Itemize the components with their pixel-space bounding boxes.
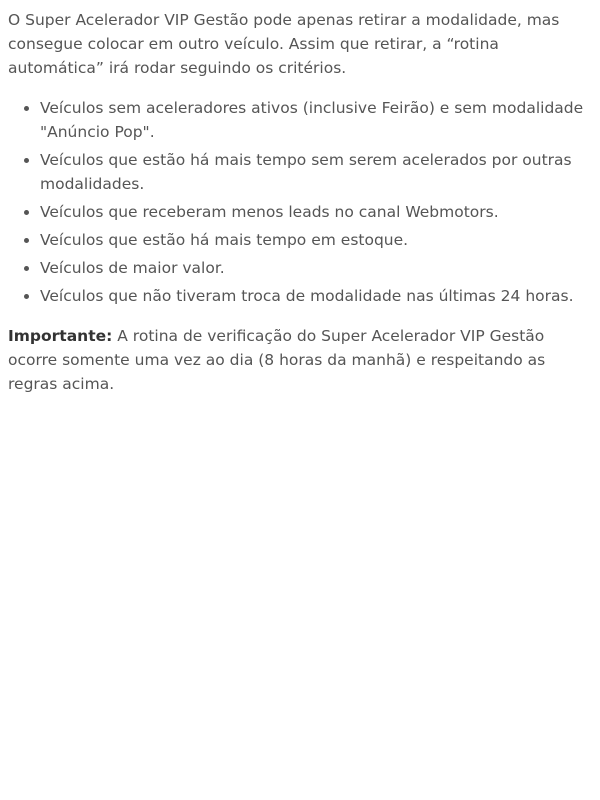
intro-paragraph: O Super Acelerador VIP Gestão pode apenas retirar a modalidade, mas consegue colocar em outro veículo. Assim que retirar, a “rotina automática” irá rodar seguindo os critérios. xyxy=(8,11,560,77)
article-content xyxy=(0,0,600,396)
criteria-item: • Veículos que estão há mais tempo sem serem acelerados por outras modalidades. xyxy=(40,148,592,196)
important-label: Importante: xyxy=(8,327,113,345)
criteria-item: • Veículos sem aceleradores ativos (inclusive Feirão) e sem modalidade "Anúncio Pop". xyxy=(40,96,592,144)
criteria-item: • Veículos que estão há mais tempo em estoque. xyxy=(40,228,592,252)
criteria-list xyxy=(8,96,592,308)
important-text: A rotina de verificação do Super Acelerador VIP Gestão ocorre somente uma vez ao dia (8 horas da manhã) e respeitando as regras acima. xyxy=(8,327,546,393)
criteria-item: • Veículos de maior valor. xyxy=(40,256,592,280)
criteria-item: • Veículos que receberam menos leads no canal Webmotors. xyxy=(40,200,592,224)
important-note xyxy=(8,324,592,396)
criteria-item: • Veículos que não tiveram troca de modalidade nas últimas 24 horas. xyxy=(40,284,592,308)
